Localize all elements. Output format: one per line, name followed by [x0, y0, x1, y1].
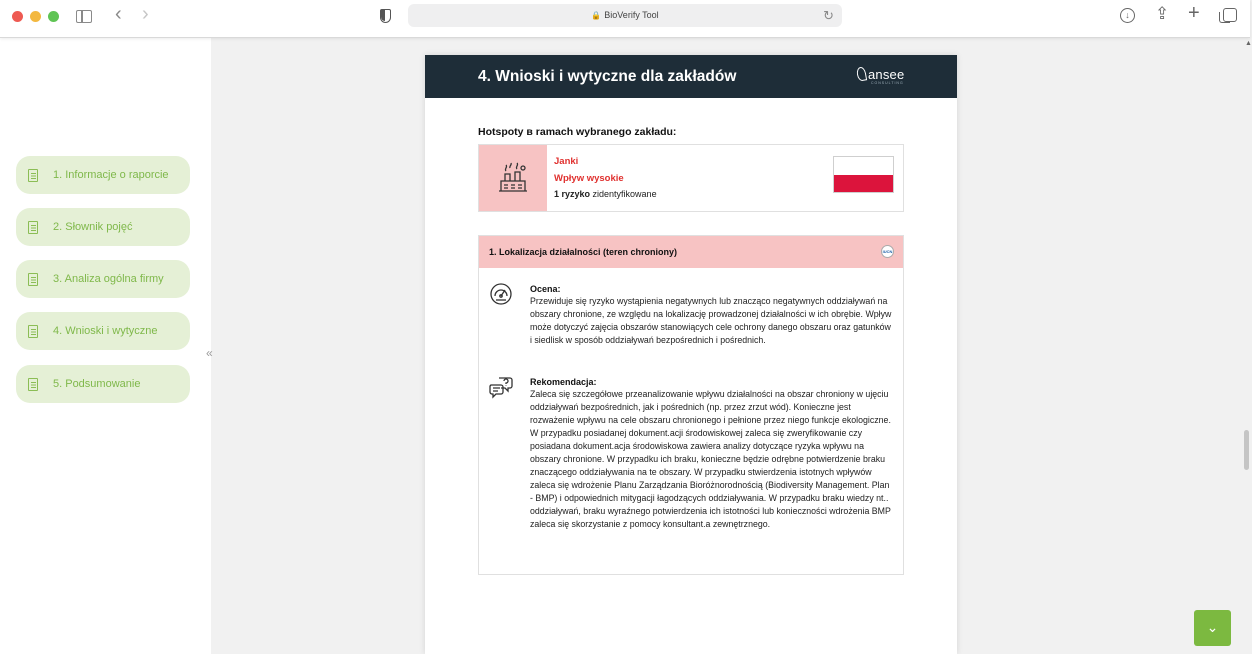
sidebar-toggle-icon[interactable] — [76, 10, 92, 23]
company-logo — [857, 67, 904, 82]
browser-toolbar — [0, 0, 1250, 38]
url-text: BioVerify Tool — [604, 10, 659, 20]
forward-icon[interactable]: › — [142, 3, 149, 25]
recommendation-label: Rekomendacja: — [530, 377, 597, 387]
page-title: 4. Wnioski i wytyczne dla zakładów — [478, 68, 737, 85]
risk-suffix: zidentyfikowane — [590, 189, 657, 199]
nav-item-conclusions[interactable] — [16, 312, 190, 350]
collapse-sidebar-icon[interactable]: « — [206, 346, 213, 360]
document-icon — [28, 221, 38, 234]
logo-leaf-icon — [856, 66, 867, 81]
document-icon — [28, 378, 38, 391]
page-scrollbar[interactable] — [1244, 430, 1249, 470]
hotspot-card — [478, 144, 904, 212]
risk-section-title: 1. Lokalizacja działalności (teren chroniony) — [489, 247, 678, 257]
factory-icon — [496, 161, 530, 195]
impact-level: Wpływ wysokie — [554, 173, 624, 184]
report-page — [425, 55, 957, 654]
nav-item-label: 1. Informacje o raporcie — [53, 169, 169, 181]
logo-text: ansee — [868, 67, 905, 82]
nav-item-glossary[interactable] — [16, 208, 190, 246]
page-header — [425, 55, 957, 98]
hotspot-icon-box — [479, 145, 547, 211]
back-icon[interactable]: ‹ — [115, 3, 122, 25]
risk-section — [478, 235, 904, 575]
download-icon[interactable]: ↓ — [1120, 8, 1135, 23]
nav-item-label: 4. Wnioski i wytyczne — [53, 325, 158, 337]
nav-item-report-info[interactable] — [16, 156, 190, 194]
logo-subtitle: CONSULTING — [871, 81, 904, 85]
new-tab-icon[interactable]: + — [1188, 2, 1200, 24]
risk-summary — [554, 189, 657, 199]
reload-icon[interactable]: ↻ — [823, 8, 834, 23]
hotspots-heading: Hotspoty в ramach wybranego zakładu: — [478, 126, 677, 138]
document-icon — [28, 273, 38, 286]
scroll-up-icon[interactable]: ▲ — [1245, 40, 1252, 47]
close-window-button[interactable] — [12, 11, 23, 22]
nav-item-label: 2. Słownik pojęć — [53, 221, 133, 233]
nav-item-label: 5. Podsumowanie — [53, 378, 141, 390]
nav-item-summary[interactable] — [16, 365, 190, 403]
maximize-window-button[interactable] — [48, 11, 59, 22]
scroll-down-button[interactable]: ⌄ — [1194, 610, 1231, 646]
document-icon — [28, 325, 38, 338]
nav-item-label: 3. Analiza ogólna firmy — [53, 273, 164, 285]
minimize-window-button[interactable] — [30, 11, 41, 22]
chat-bubbles-icon — [489, 375, 513, 399]
shield-icon[interactable] — [380, 9, 391, 23]
document-icon — [28, 169, 38, 182]
poland-flag-icon — [833, 156, 894, 193]
recommendation-text: Zaleca się szczegółowe przeanalizowanie wpływu działalności na obszar chroniony w ujęciu oddziaływań bezpośrednich, jak i pośrednich (np. przez zrzut wód). Konieczne jest rozważenie wpływu na cele obszaru chronionego i pełnione przez niego funkcje ekologiczne. W przypadku posiadanej dokument.acji środowiskowej zaleca się zweryfikowanie czy posiadana dokument.acja środowiskowa zawiera analizy dotyczące ryzyka wpływu na obszary chronione. W przypadku ich braku, konieczne będzie odrębne potwierdzenie braku znaczącego oddziaływania na te obszary. W przypadku stwierdzenia istotnych wpływów zaleca się wdrożenie Planu Zarządzania Bioróżnorodnością (Biodiversity Management. Plan - BMP) i odpowiednich mitygacji łagodzących oddziaływania. W przypadku braku wiedzy nt.. oddziaływań, braku wyraźnego potwierdzenia ich istotności lub konieczności wdrożenia BMP zaleca się skorzystanie z pomocy konsultant.a zewnętrznego. — [530, 389, 891, 529]
risk-count: 1 ryzyko — [554, 189, 591, 199]
report-navigation — [0, 38, 211, 654]
address-bar[interactable] — [408, 4, 842, 27]
site-name: Janki — [554, 156, 579, 167]
tabs-overview-icon[interactable] — [1223, 8, 1237, 22]
iucn-badge-icon: IUCN — [881, 245, 894, 258]
nav-item-company-analysis[interactable] — [16, 260, 190, 298]
share-icon[interactable]: ⇪ — [1155, 4, 1170, 23]
assessment-label: Ocena: — [530, 284, 561, 294]
risk-section-header — [479, 236, 903, 268]
gauge-icon — [489, 282, 513, 306]
lock-icon: 🔒 — [591, 11, 602, 20]
assessment-text: Przewiduje się ryzyko wystąpienia negatywnych lub znacząco negatywnych oddziaływań na obszary chronione, ze względu na lokalizację prowadzonej działalności w ich obrębie. Wpływ może dotyczyć zajęcia obszarów stanowiących cele ochrony danego obszaru oraz gatunków i siedlisk w sposób oddziaływań bezpośrednich i pośrednich. — [530, 296, 892, 345]
